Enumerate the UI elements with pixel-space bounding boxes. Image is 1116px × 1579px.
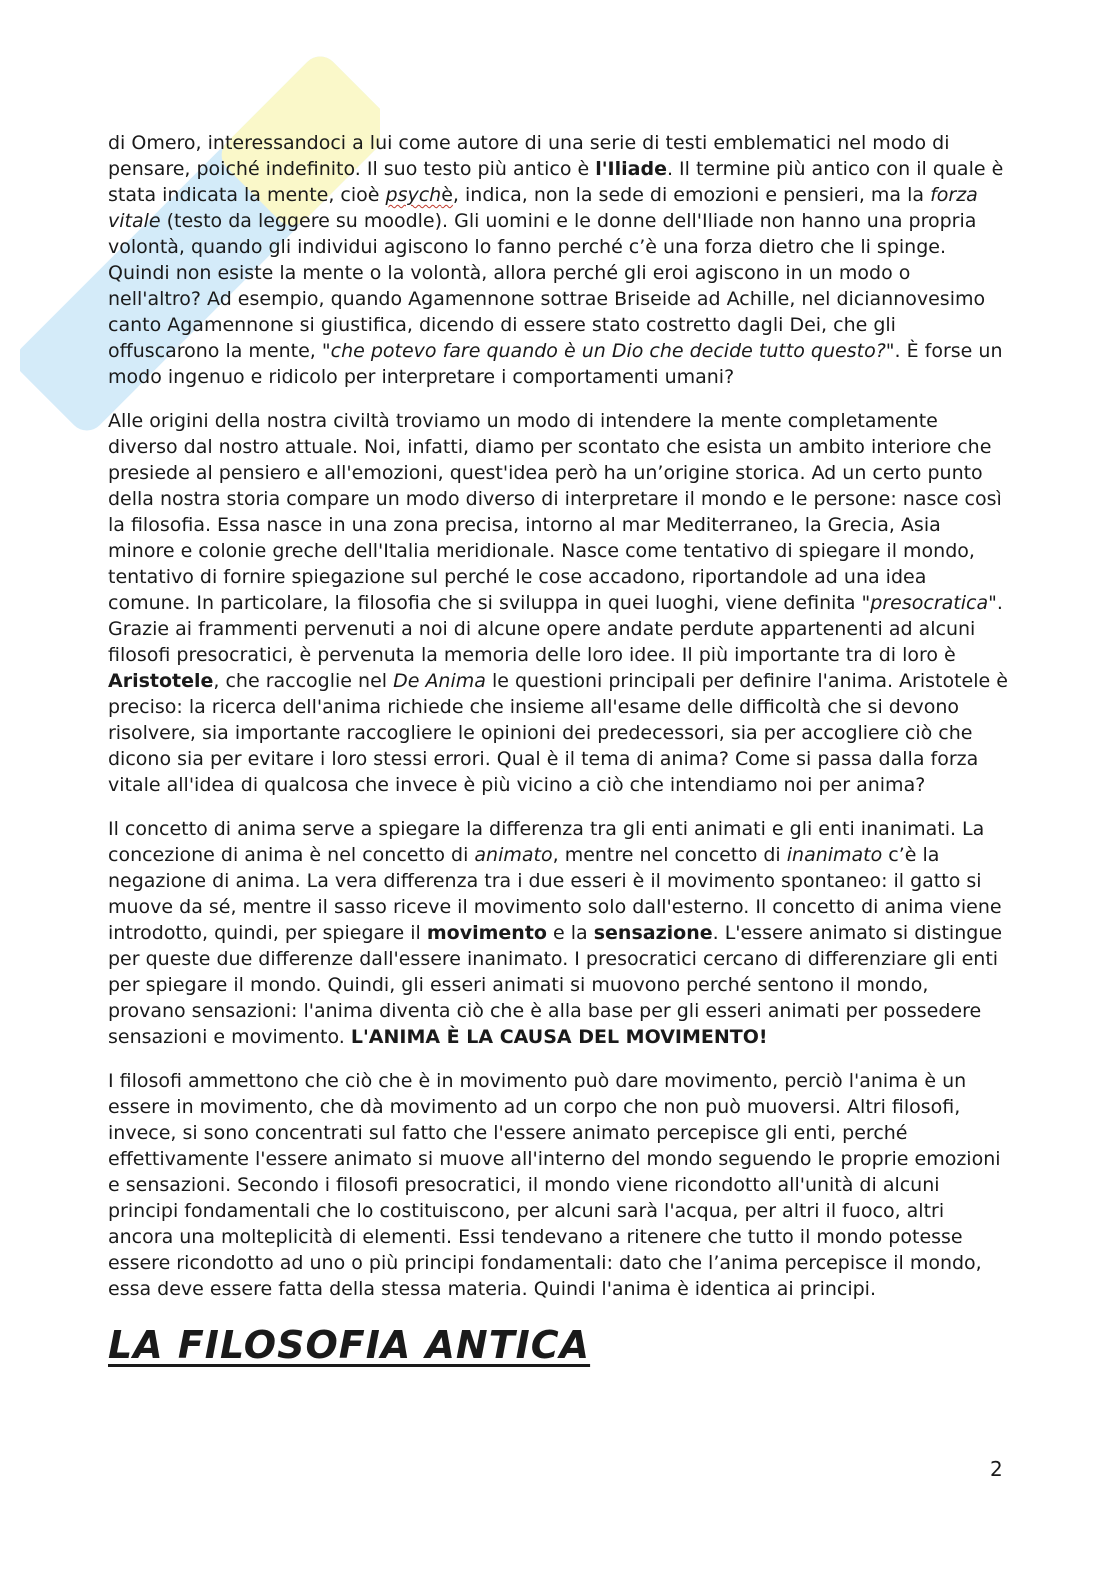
bold-text: movimento [426, 922, 547, 944]
paragraph-2 [108, 408, 1008, 798]
text-run: I filosofi ammettono che ciò che è in movimento può dare movimento, perciò l'anima è un essere in movimento, che dà movimento ad un corpo che non può muoversi. Altri filosofi, invece, si sono concentrati sul fatto che l'essere animato percepisce gli enti, perché effettivamente l'essere animato si muove all'interno del mondo seguendo le proprie emozioni e sensazioni. Secondo i filosofi presocratici, il mondo viene ricondotto all'unità di alcuni principi fondamentali che lo costituiscono, per alcuni sarà l'acqua, per altri il fuoco, altri ancora una molteplicità di elementi. Essi tendevano a ritenere che tutto il mondo potesse essere ricondotto ad uno o più principi fondamentali: dato che l’anima percepisce il mondo, essa deve essere fatta della stessa materia. Quindi l'anima è identica ai principi. [108, 1070, 1001, 1300]
italic-text: inanimato [786, 844, 883, 866]
text-run: Alle origini della nostra civiltà troviamo un modo di intendere la mente completamente diverso dal nostro attuale. Noi, infatti, diamo per scontato che esista un ambito interiore che presiede al pensiero e all'emozioni, quest'idea però ha un’origine storica. Ad un certo punto della nostra storia compare un modo diverso di interpretare il mondo e le persone: nasce così la filosofia. Essa nasce in una zona precisa, intorno al mar Mediterraneo, la Grecia, Asia minore e colonie greche dell'Italia meridionale. Nasce come tentativo di spiegare il mondo, tentativo di fornire spiegazione sul perché le cose accadono, riportandole ad una idea comune. In particolare, la filosofia che si sviluppa in quei luoghi, viene definita " [108, 410, 1002, 614]
paragraph-4 [108, 1068, 1008, 1302]
section-heading: LA FILOSOFIA ANTICA [108, 1323, 591, 1367]
text-run: e la [546, 922, 594, 944]
text-run: . Il termine più antico con il quale è stata indicata la mente, cioè [108, 158, 1004, 206]
bold-text: l'Iliade [595, 158, 667, 180]
text-run: . L'essere animato si distingue per queste due differenze dall'essere inanimato. I presocratici cercano di differenziare gli enti per spiegare il mondo. Quindi, gli esseri animati si muovono perché sentono il mondo, provano sensazioni: l'anima diventa ciò che è alla base per gli esseri animati per possedere sensazioni e movimento. [108, 922, 1003, 1048]
text-run: ". Grazie ai frammenti pervenuti a noi di alcune opere andate perdute appartenenti ad alcuni filosofi presocratici, è pervenuta la memoria delle loro idee. Il più importante tra di loro è [108, 592, 1003, 666]
paragraph-1 [108, 130, 1008, 390]
text-run: , che raccoglie nel [213, 670, 394, 692]
italic-text: presocratica [870, 592, 989, 614]
italic-text: De Anima [393, 670, 486, 692]
text-run: le questioni principali per definire l'anima. Aristotele è preciso: la ricerca dell'anima richiede che insieme all'esame delle difficoltà che si devono risolvere, sia importante raccogliere le opinioni dei predecessori, sia per accogliere ciò che dicono sia per evitare i loro stessi errori. Qual è il tema di anima? Come si passa dalla forza vitale all'idea di qualcosa che invece è più vicino a ciò che intendiamo noi per anima? [108, 670, 1008, 796]
text-run: (testo da leggere su moodle). Gli uomini e le donne dell'Iliade non hanno una propria volontà, quando gli individui agiscono lo fanno perché c’è una forza dietro che li spinge. Quindi non esiste la mente o la volontà, allora perché gli eroi agiscono in un modo o nell'altro? Ad esempio, quando Agamennone sottrae Briseide ad Achille, nel diciannovesimo canto Agamennone si giustifica, dicendo di essere stato costretto dagli Dei, che gli offuscarono la mente, [108, 210, 986, 362]
flagged-text: è [441, 184, 453, 206]
text-run: , indica, non la sede di emozioni e pensieri, ma la [452, 184, 931, 206]
paragraph-3 [108, 816, 1008, 1050]
text-run: c’è la negazione di anima. La vera differenza tra i due esseri è il movimento spontaneo: il gatto si muove da sé, mentre il sasso riceve il movimento solo dall'esterno. Il concetto di anima viene introdotto, quindi, per spiegare il [108, 844, 1002, 944]
bold-text: sensazione [593, 922, 713, 944]
bold-text: L'ANIMA È LA CAUSA DEL MOVIMENTO! [350, 1026, 768, 1048]
bold-text: Aristotele [108, 670, 214, 692]
text-run: . È forse un modo ingenuo e ridicolo per interpretare i comportamenti umani? [108, 340, 1003, 388]
page-number: 2 [990, 1457, 1003, 1481]
text-run: di Omero, interessandoci a lui come autore di una serie di testi emblematici nel modo di pensare, poiché indefinito. Il suo testo più antico è [108, 132, 950, 180]
document-page [108, 130, 1008, 1368]
italic-text: animato [474, 844, 553, 866]
italic-text: psych [385, 184, 442, 206]
italic-text: forza vitale [108, 184, 978, 232]
text-run: , mentre nel concetto di [552, 844, 787, 866]
italic-text: "che potevo fare quando è un Dio che decide tutto questo?" [321, 340, 895, 362]
text-run: Il concetto di anima serve a spiegare la differenza tra gli enti animati e gli enti inanimati. La concezione di anima è nel concetto di [108, 818, 985, 866]
